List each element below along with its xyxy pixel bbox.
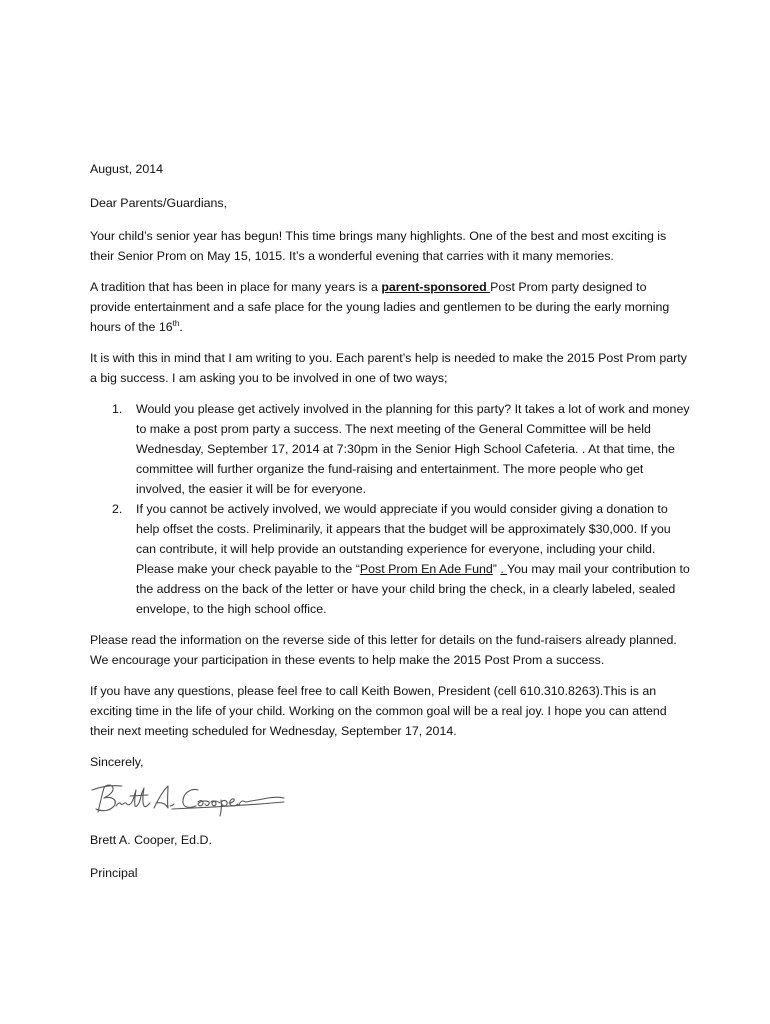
tradition-text-end: .: [179, 320, 183, 334]
involvement-options-list: [90, 399, 690, 619]
signer-name: Brett A. Cooper, Ed.D.: [90, 833, 212, 847]
list-item-number: 2.: [112, 502, 123, 516]
letter-date: August, 2014: [90, 162, 164, 176]
salutation: Dear Parents/Guardians,: [90, 196, 228, 210]
signer-title: Principal: [90, 866, 138, 880]
tradition-text-rest: Post Prom party designed to provide entertainment and a safe place for the young ladies and gentlemen to be during the early morning hours of the 16: [90, 280, 670, 334]
fund-name: Post Prom En Ade Fund: [359, 562, 493, 576]
list-item-text: Would you please get actively involved in the planning for this party? It takes a lot of work and money to make a post prom party a success. The next meeting of the General Committee will be held Wednesday, September 17, 2014 at 7:30pm in the Senior High School Cafeteria. . At that time, the committee will further organize the fund-raising and entertainment. The more people who get involved, the easier it will be for everyone.: [136, 402, 690, 496]
donation-text-rest: You may mail your contribution to the address on the back of the letter or have your child bring the check, in a clearly labeled, sealed envelope, to the high school office.: [136, 562, 690, 616]
list-item-text: [136, 502, 690, 616]
ordinal-suffix: th: [172, 318, 180, 328]
handwritten-signature: [88, 776, 288, 820]
fund-quote-close: ”: [492, 562, 501, 576]
paragraph-contact: If you have any questions, please feel free to call Keith Bowen, President (cell 610.310.8263).This is an exciting time in the life of your child. Working on the common goal will be a real joy. I hope you can attend their next meeting scheduled for Wednesday, September 17, 2014.: [90, 684, 667, 738]
tradition-text-start: A tradition that has been in place for many years is a: [90, 280, 382, 294]
paragraph-tradition: [90, 277, 690, 337]
fund-period: .: [500, 562, 508, 576]
paragraph-reverse-side: Please read the information on the reverse side of this letter for details on the fund-raisers already planned. We encourage your participation in these events to help make the 2015 Post Prom a success.: [90, 633, 677, 667]
list-item-number: 1.: [112, 402, 123, 416]
closing: Sincerely,: [90, 755, 144, 769]
list-item: [90, 499, 690, 619]
paragraph-purpose: It is with this in mind that I am writing to you. Each parent’s help is needed to make the 2015 Post Prom party a big success. I am asking you to be involved in one of two ways;: [90, 351, 687, 385]
letter-body: [90, 159, 690, 894]
list-item: [90, 399, 690, 499]
parent-sponsored-emphasis: parent-sponsored: [381, 280, 491, 294]
donation-text-start: If you cannot be actively involved, we would appreciate if you would consider giving a donation to help offset the costs. Preliminarily, it appears that the budget will be approximately $30,000. If you can contribute, it will help provide an outstanding experience for everyone, including your child. Please make your check payable to the “: [136, 502, 671, 576]
paragraph-intro: Your child’s senior year has begun! This time brings many highlights. One of the best and most exciting is their Senior Prom on May 15, 1015. It’s a wonderful evening that carries with it many memories.: [90, 229, 667, 263]
